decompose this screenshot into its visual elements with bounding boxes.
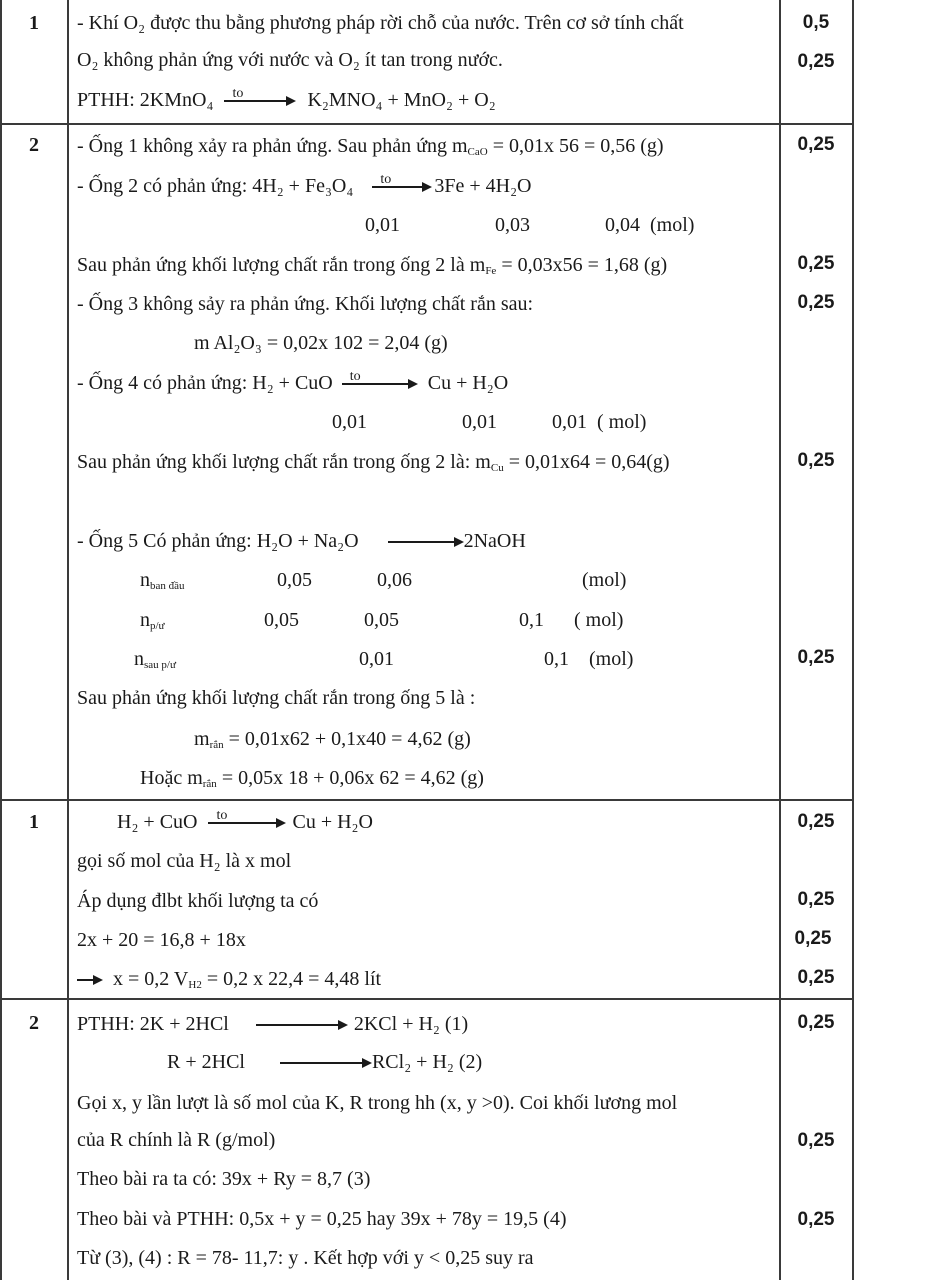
- text-line: 0,01 0,1 (mol): [359, 648, 634, 670]
- score: 0,25: [797, 889, 835, 910]
- implies-arrow: [77, 973, 103, 987]
- score: 0,25: [797, 134, 835, 155]
- text-segment: = 0,2 x 22,4 = 4,48 lít: [201, 968, 382, 990]
- score: 0,25: [797, 450, 835, 471]
- text-line: Gọi x, y lần lượt là số mol của K, R trong hh (x, y >0). Coi khối lương mol: [77, 1092, 678, 1114]
- text-segment: Hoặc m: [140, 767, 203, 789]
- subscript: p/ư: [150, 620, 165, 632]
- reaction-arrow: [224, 86, 296, 108]
- equation-left: PTHH: 2K + 2HCl: [77, 1013, 229, 1035]
- text-segment: = 0,03x56 = 1,68 (g): [496, 254, 668, 276]
- text-line: 0,05 0,06 (mol): [277, 569, 627, 591]
- reaction-arrow: [372, 172, 432, 194]
- row-index: 1: [29, 12, 39, 34]
- text-segment: = 0,05x 18 + 0,06x 62 = 4,62 (g): [216, 767, 484, 789]
- subscript: rắn: [209, 739, 224, 751]
- table-divider-score: [779, 0, 781, 1280]
- equation-left: - Ống 2 có phản ứng: 4H₂ + Fe₃O₄: [77, 175, 354, 197]
- text-line: [77, 371, 508, 395]
- reaction-arrow: [208, 808, 286, 830]
- subscript: H2: [188, 979, 202, 991]
- score: 0,25: [797, 967, 835, 988]
- text-line: [77, 967, 381, 997]
- text-line: [167, 1050, 482, 1074]
- text-line: Từ (3), (4) : R = 78- 11,7: y . Kết hợp với y < 0,25 suy ra: [77, 1247, 534, 1269]
- text-line: Theo bài ra ta có: 39x + Ry = 8,7 (3): [77, 1168, 371, 1190]
- score: 0,25: [797, 1130, 835, 1151]
- score: 0,25: [797, 1209, 835, 1230]
- score: 0,25: [797, 292, 835, 313]
- arrow-label: to: [232, 86, 244, 102]
- reaction-arrow: [256, 1018, 348, 1032]
- text-line: 0,05 0,05 0,1 ( mol): [264, 609, 624, 631]
- text-line: [77, 529, 526, 553]
- reaction-arrow: [280, 1056, 372, 1070]
- text-line: m Al₂O₃ = 0,02x 102 = 2,04 (g): [194, 332, 448, 354]
- score: 0,25: [797, 647, 835, 668]
- equation-right: 3Fe + 4H₂O: [434, 175, 532, 197]
- reaction-arrow: [388, 535, 464, 549]
- text-line: [194, 727, 471, 757]
- text-line: [140, 608, 165, 638]
- text-segment: Sau phản ứng khối lượng chất rắn trong ống 2 là m: [77, 254, 486, 276]
- table-border-right: [852, 0, 854, 1280]
- subscript: ban đầu: [150, 580, 185, 592]
- text-segment: n: [140, 609, 150, 631]
- text-segment: = 0,01x62 + 0,1x40 = 4,62 (g): [223, 728, 471, 750]
- row-divider: [0, 998, 854, 1000]
- arrow-label: to: [380, 172, 392, 188]
- score: 0,25: [797, 811, 835, 832]
- table-border-left: [0, 0, 2, 1280]
- score: 0,25: [794, 928, 832, 949]
- text-line: [77, 88, 496, 112]
- text-segment: n: [140, 569, 150, 591]
- row-divider: [0, 799, 854, 801]
- row-index: 2: [29, 134, 39, 156]
- text-line: Sau phản ứng khối lượng chất rắn trong ống 5 là :: [77, 687, 476, 709]
- text-line: [140, 568, 185, 598]
- text-line: [77, 253, 667, 283]
- text-segment: x = 0,2 V: [113, 968, 189, 990]
- table-divider-index: [67, 0, 69, 1280]
- equation-right: Cu + H₂O: [292, 811, 373, 833]
- text-segment: m: [194, 728, 210, 750]
- score: 0,25: [797, 1012, 835, 1033]
- equation-left: PTHH: 2KMnO₄: [77, 89, 214, 111]
- text-line: [77, 134, 664, 164]
- text-line: 2x + 20 = 16,8 + 18x: [77, 929, 246, 951]
- equation-right: RCl₂ + H₂ (2): [371, 1051, 483, 1073]
- equation-right: Cu + H₂O: [427, 372, 509, 394]
- text-line: O₂ không phản ứng với nước và O₂ ít tan trong nước.: [77, 49, 503, 71]
- equation-left: - Ống 5 Có phản ứng: H₂O + Na₂O: [77, 530, 359, 552]
- subscript: Cu: [490, 462, 504, 474]
- reaction-arrow: [342, 369, 418, 391]
- text-line: [140, 766, 484, 796]
- text-segment: - Ống 1 không xảy ra phản ứng. Sau phản ứng m: [77, 135, 468, 157]
- equation-right: 2KCl + H₂ (1): [353, 1013, 469, 1035]
- text-segment: = 0,01x64 = 0,64(g): [503, 451, 670, 473]
- text-line: Áp dụng đlbt khối lượng ta có: [77, 890, 319, 912]
- equation-left: H₂ + CuO: [117, 811, 198, 833]
- subscript: rắn: [202, 778, 217, 790]
- equation-left: - Ống 4 có phản ứng: H₂ + CuO: [77, 372, 333, 394]
- row-index: 2: [29, 1012, 39, 1034]
- text-line: Theo bài và PTHH: 0,5x + y = 0,25 hay 39x + 78y = 19,5 (4): [77, 1208, 567, 1230]
- equation-right: 2NaOH: [463, 530, 526, 552]
- text-line: 0,01 0,03 0,04 (mol): [365, 214, 695, 236]
- row-divider: [0, 123, 854, 125]
- text-segment: n: [134, 648, 144, 670]
- text-line: gọi số mol của H₂ là x mol: [77, 850, 292, 872]
- text-segment: = 0,01x 56 = 0,56 (g): [487, 135, 664, 157]
- text-line: [77, 1012, 468, 1036]
- text-line: 0,01 0,01 0,01 ( mol): [332, 411, 647, 433]
- arrow-label: to: [216, 808, 228, 824]
- subscript: CaO: [467, 146, 488, 158]
- arrow-label: to: [349, 369, 361, 385]
- text-line: [77, 174, 531, 198]
- score: 0,25: [797, 51, 835, 72]
- text-line: [117, 810, 373, 834]
- equation-right: K₂MNO₄ + MnO₂ + O₂: [307, 89, 496, 111]
- text-line: - Khí O₂ được thu bằng phương pháp rời chỗ của nước. Trên cơ sở tính chất: [77, 12, 684, 34]
- text-line: [77, 450, 670, 480]
- text-line: - Ống 3 không sảy ra phản ứng. Khối lượng chất rắn sau:: [77, 293, 534, 315]
- equation-left: R + 2HCl: [167, 1051, 245, 1073]
- text-line: [134, 647, 176, 677]
- subscript: Fe: [485, 265, 497, 277]
- text-line: của R chính là R (g/mol): [77, 1129, 276, 1151]
- score: 0,25: [797, 253, 835, 274]
- text-segment: Sau phản ứng khối lượng chất rắn trong ống 2 là: m: [77, 451, 491, 473]
- score: 0,5: [802, 12, 830, 33]
- subscript: sau p/ư: [144, 659, 176, 671]
- row-index: 1: [29, 811, 39, 833]
